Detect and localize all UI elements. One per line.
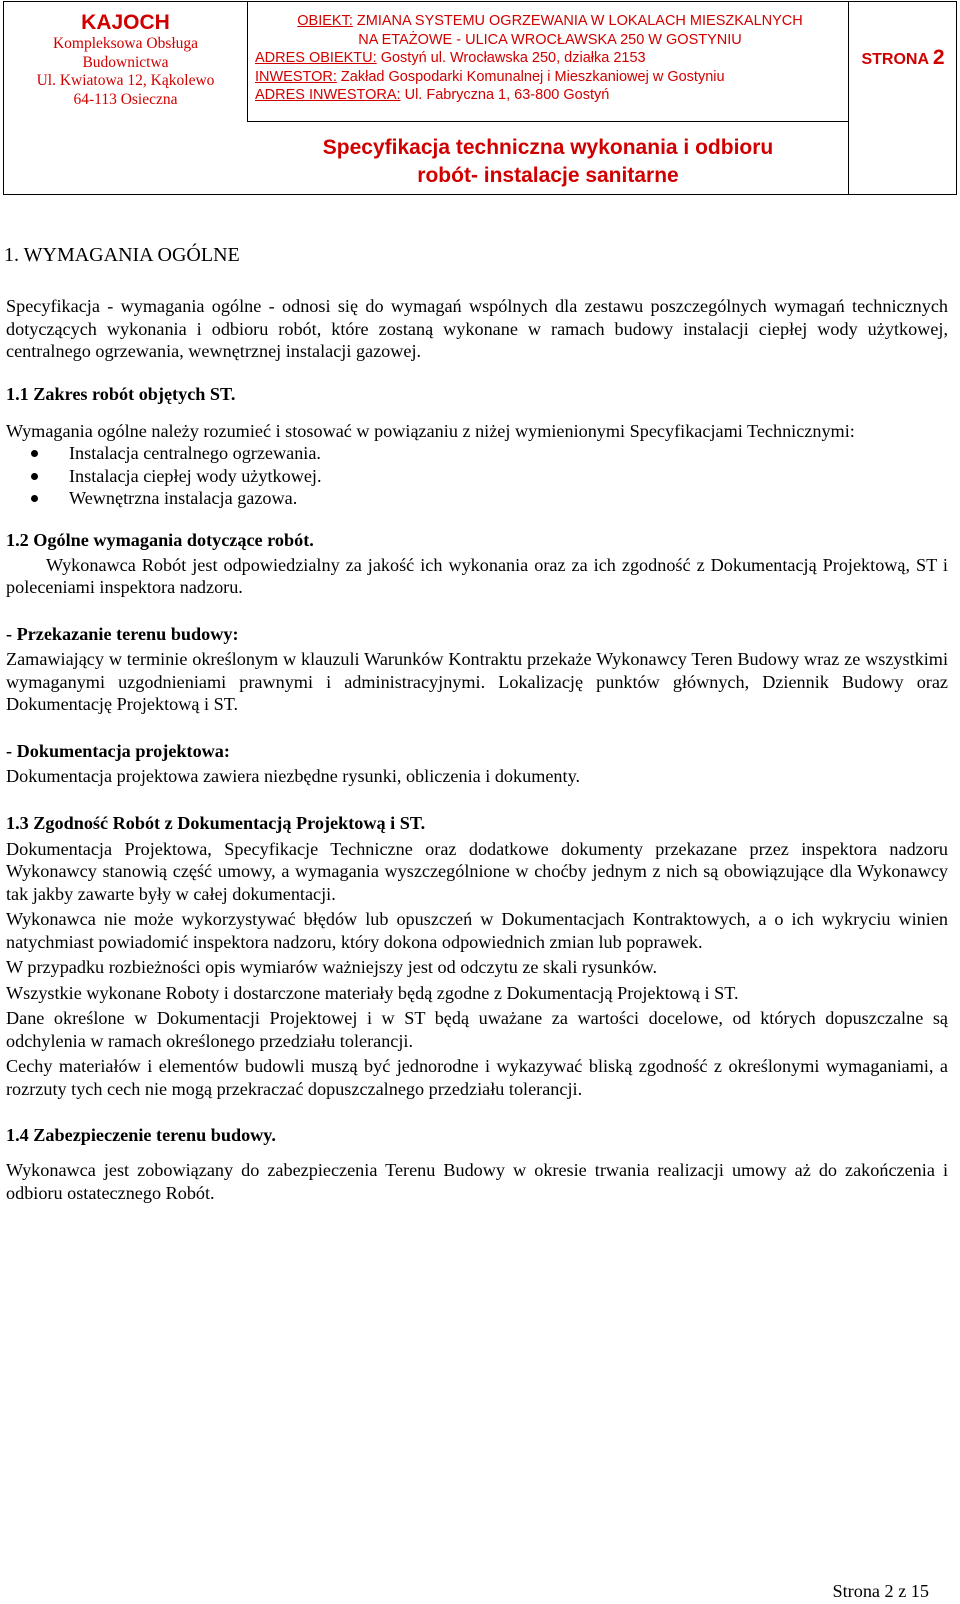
project-info <box>255 12 845 105</box>
obiekt-value: ZMIANA SYSTEMU OGRZEWANIA W LOKALACH MIESZKALNYCH <box>352 13 803 29</box>
paragraph: Cechy materiałów i elementów budowli muszą być jednorodne i wykazywać bliską zgodność z określonymi wymaganiami, a rozrzuty tych cech nie mogą przekraczać dopuszczalnego przedziału tolerancji. <box>6 1056 948 1099</box>
adres-inwestora-row <box>255 86 845 105</box>
section-heading: 1.1 Zakres robót objętych ST. <box>6 383 236 404</box>
paragraph: Dokumentacja Projektowa, Specyfikacje Techniczne oraz dodatkowe dokumenty przekazane przez inspektora nadzoru Wykonawcy stanowią część umowy, a wymagania wyszczególnione w choćby jednym z nich są obowiązujące dla Wykonawcy tak jakby zawarte były w całej dokumentacji. <box>6 838 948 904</box>
company-line: Budownictwa <box>82 53 169 71</box>
subsection-heading: - Przekazanie terenu budowy: <box>6 623 239 644</box>
paragraph: Wykonawca Robót jest odpowiedzialny za jakość ich wykonania oraz za ich zgodność z Dokumentacją Projektową, ST i poleceniami inspektora nadzoru. <box>6 554 948 597</box>
adres-obiektu-row <box>255 49 845 68</box>
header-page-number <box>849 46 957 70</box>
obiekt-row <box>255 12 845 31</box>
spec-title-line: robót- instalacje sanitarne <box>417 164 679 187</box>
paragraph: Zamawiający w terminie określonym w klauzuli Warunków Kontraktu przekaże Wykonawcy Teren Budowy wraz ze wszystkimi wymaganymi uzgodnieniami prawnymi i administracyjnymi. Lokalizację punktów głównych, Dziennik Budowy oraz Dokumentację Projektową i ST. <box>6 649 948 714</box>
list-item: Wewnętrzna instalacja gazowa. <box>6 487 948 510</box>
company-line: Ul. Kwiatowa 12, Kąkolewo <box>36 72 215 89</box>
spec-title-line: Specyfikacja techniczna wykonania i odbioru <box>322 136 774 159</box>
page-label: STRONA <box>861 51 933 68</box>
adres-inwestora-label: ADRES INWESTORA: <box>255 87 401 103</box>
paragraph: Dokumentacja projektowa zawiera niezbędne rysunki, obliczenia i dokumenty. <box>6 766 581 786</box>
section-heading: 1.4 Zabezpieczenie terenu budowy. <box>6 1125 276 1145</box>
header-divider <box>247 2 248 122</box>
list-item: Instalacja centralnego ogrzewania. <box>6 442 948 465</box>
document-body <box>6 243 948 1204</box>
adres-obiektu-value: Gostyń ul. Wrocławska 250, działka 2153 <box>376 50 646 66</box>
header-divider <box>247 121 849 122</box>
adres-obiektu-label: ADRES OBIEKTU: <box>255 50 377 66</box>
paragraph: Wymagania ogólne należy rozumieć i stosować w powiązaniu z niżej wymienionymi Specyfikacjami Technicznymi: <box>6 420 855 441</box>
adres-inwestora-value: Ul. Fabryczna 1, 63-800 Gostyń <box>400 87 610 103</box>
page-footer: Strona 2 z 15 <box>832 1581 929 1601</box>
company-block <box>4 10 247 109</box>
paragraph: Wykonawca jest zobowiązany do zabezpieczenia Terenu Budowy w okresie trwania realizacji umowy aż do zakończenia i odbioru ostatecznego Robót. <box>6 1160 948 1203</box>
document-header <box>3 1 957 195</box>
section-heading: 1.3 Zgodność Robót z Dokumentacją Projektową i ST. <box>6 812 426 833</box>
company-line: 64-113 Osieczna <box>73 90 178 108</box>
section-heading: 1. WYMAGANIA OGÓLNE <box>4 244 240 266</box>
company-line: Kompleksowa Obsługa <box>52 35 199 52</box>
inwestor-row <box>255 68 845 87</box>
company-name: KAJOCH <box>81 11 170 34</box>
spec-title <box>247 134 849 190</box>
list-item: Instalacja ciepłej wody użytkowej. <box>6 465 948 488</box>
page-number: 2 <box>932 46 945 69</box>
section-heading: 1.2 Ogólne wymagania dotyczące robót. <box>6 529 314 550</box>
paragraph: W przypadku rozbieżności opis wymiarów ważniejszy jest od odczytu ze skali rysunków. <box>6 957 658 977</box>
obiekt-row-2: NA ETAŻOWE - ULICA WROCŁAWSKA 250 W GOSTYNIU <box>358 31 742 48</box>
subsection-heading: - Dokumentacja projektowa: <box>6 740 230 761</box>
paragraph: Wykonawca nie może wykorzystywać błędów lub opuszczeń w Dokumentacjach Kontraktowych, a o ich wykryciu winien natychmiast powiadomić inspektora nadzoru, który dokona odpowiednich zmian lub poprawek. <box>6 909 948 952</box>
paragraph: Dane określone w Dokumentacji Projektowej i w ST będą uważane za wartości docelowe, od których dopuszczalne są odchylenia w ramach określonego przedziału tolerancji. <box>6 1008 948 1051</box>
inwestor-value: Zakład Gospodarki Komunalnej i Mieszkaniowej w Gostyniu <box>336 68 725 85</box>
scope-list <box>6 442 948 510</box>
obiekt-label: OBIEKT: <box>297 13 353 29</box>
paragraph: Wszystkie wykonane Roboty i dostarczone materiały będą zgodne z Dokumentacją Projektową i ST. <box>6 982 739 1003</box>
inwestor-label: INWESTOR: <box>255 68 337 85</box>
paragraph: Specyfikacja - wymagania ogólne - odnosi się do wymagań wspólnych dla zestawu poszczególnych wymagań technicznych dotyczących wykonania i odbioru robót, które zostaną wykonane w ramach budowy instalacji ciepłej wody użytkowej, centralnego ogrzewania, wewnętrznej instalacji gazowej. <box>6 296 948 361</box>
